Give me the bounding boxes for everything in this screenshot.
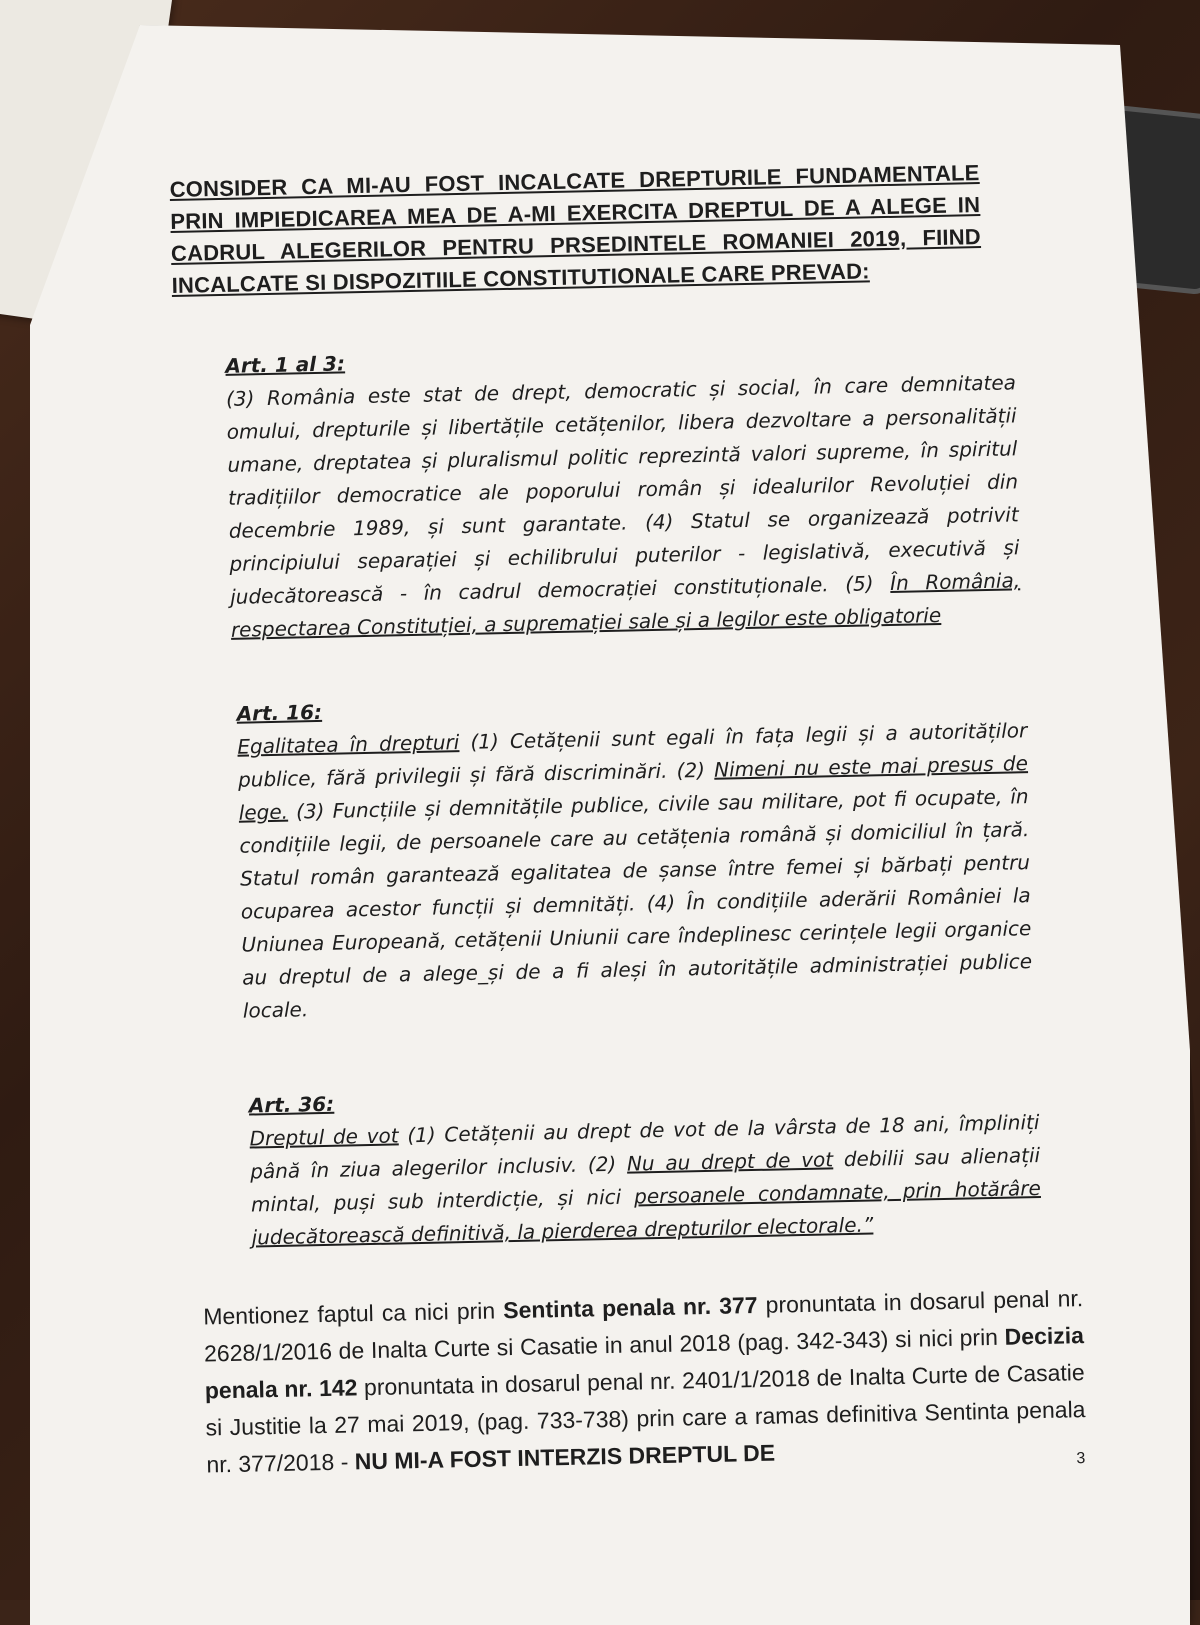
closing-paragraph [203,1280,1087,1483]
article-1-title: Art. 1 al 3: [225,351,346,378]
paragraph-text-3: pronuntata in dosarul penal nr. 2401/1/2018 de Inalta Curte de Casatie si Justitie la 27 mai 2019, (pag. 733-738) prin care a ramas definitiva Sentinta penala nr. 377/2018 - [205,1359,1086,1478]
paragraph-text-2: pronuntata in dosarul penal nr. 2628/1/2016 de Inalta Curte si Casatie in anul 2018 (pag. 342-343) si nici prin [203,1285,1084,1367]
article-16-title: Art. 16: [236,699,323,726]
article-16 [236,681,1033,1027]
article-36-title: Art. 36: [248,1091,335,1118]
paragraph-bold-3: NU MI-A FOST INTERZIS DREPTUL DE [354,1439,776,1475]
article-16-underlined-2: Nimeni nu este mai presus de lege. [238,751,1029,825]
document-heading: CONSIDER CA MI-AU FOST INCALCATE DREPTURILE FUNDAMENTALE PRIN IMPIEDICAREA MEA DE A-MI EXERCITA DREPTUL DE A ALEGE IN CADRUL ALEGERILOR PENTRU PRSEDINTELE ROMANIEI 2019, FIIND INCALCATE SI DISPOZITIILE CONSTITUTIONALE CARE PREVAD: [169,160,982,298]
article-36-text-2: debilii sau alienații mintal, puși sub interdicție, și nici [250,1142,1041,1217]
page-number: 3 [1076,1450,1086,1468]
article-36-underlined-2: Nu au drept de vot [626,1147,834,1176]
article-1 [225,333,1021,646]
article-36-underlined-1: Dreptul de vot [249,1123,399,1151]
article-36 [249,1073,1042,1255]
article-16-text-1: (1) Cetățenii sunt egali în fața legii și a autorităților publice, fără privilegii și fără discriminări. (2) [237,718,1028,792]
paragraph-bold-1: Sentinta penala nr. 377 [502,1291,758,1324]
article-16-underlined-1: Egalitatea în drepturi [237,730,460,759]
paragraph-bold-2: Decizia penala nr. 142 [204,1322,1085,1404]
article-36-text-1: (1) Cetățenii au drept de vot de la vârsta de 18 ani, împliniți până în ziua alegerilor inclusiv. (2) [250,1110,1040,1184]
article-36-underlined-3: persoanele condamnate, prin hotărâre judecătorească definitivă, la pierderea drepturilor electorale.” [251,1175,1042,1250]
paragraph-text-1: Mentionez faptul ca nici prin [203,1297,504,1330]
article-16-text-2: (3) Funcțiile și demnitățile publice, civile sau militare, pot fi ocupate, în condițiile legii, de persoanele care au cetățenia română și domiciliul în țară. Statul român garantează egalitatea de șanse între femei și bărbați pentru ocuparea acestor funcții și demnități. (4) În condițiile aderării României la Uniunea Europeană, cetățenii Uniunii care îndeplinesc cerințele legii organice au dreptul de a alege_și de a fi aleși în autoritățile administrației publice locale. [239,784,1033,1023]
article-1-underlined-text: În România, respectarea Constituției, a supremației sale și a legilor este obligatorie [230,568,1021,642]
article-1-text: (3) România este stat de drept, democratic și social, în care demnitatea omului, drepturile și libertățile cetățenilor, libera dezvoltare a personalității umane, dreptatea și pluralismul politic reprezintă valori supreme, în spiritul tradițiilor democratice ale poporului român și idealurilor Revoluției din decembrie 1989, și sunt garantate. (4) Statul se organizează potrivit principiului separației și echilibrului puterilor - legislativă, executivă și judecătorească - în cadrul democrației constituționale. (5) [225,370,1020,609]
